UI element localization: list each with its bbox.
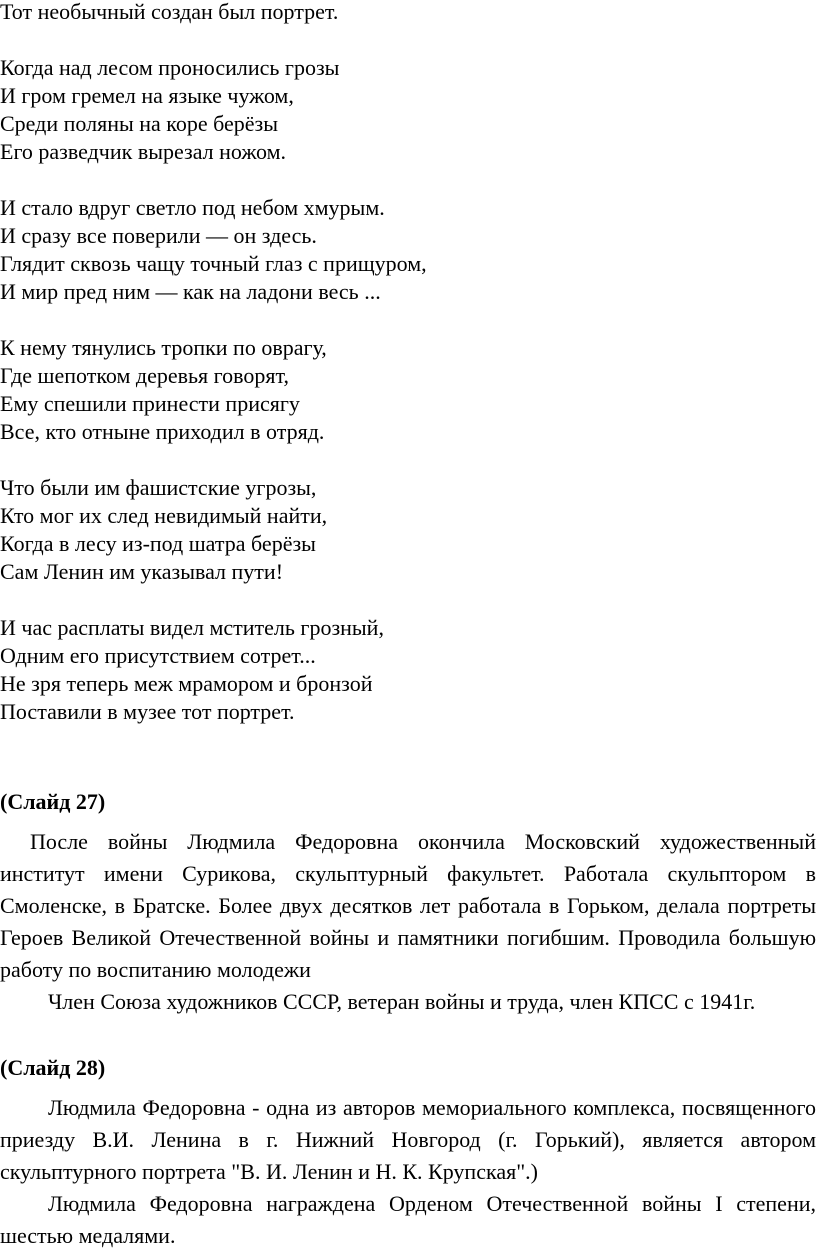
- poem-line: Все, кто отныне приходил в отряд.: [0, 419, 325, 444]
- poem-stanza-4: [0, 474, 816, 586]
- slide-27-heading: (Слайд 27): [0, 789, 106, 814]
- poem-line: Среди поляны на коре берёзы: [0, 111, 279, 136]
- poem-line: Что были им фашистские угрозы,: [0, 475, 317, 500]
- poem-line: Ему спешили принести присягу: [0, 391, 300, 416]
- slide-27-paragraph: После войны Людмила Федоровна окончила Московский художественный институт имени Сурикова, скульптурный факультет. Работала скульптором в Смоленске, в Братске. Более двух десятков лет работала в Горьком, делала портреты Героев Великой Отечественной войны и памятники погибшим. Проводила большую работу по воспитанию молодежи: [0, 829, 816, 982]
- poem-line: Одним его присутствием сотрет...: [0, 643, 316, 668]
- poem-line: Сам Ленин им указывал пути!: [0, 559, 284, 584]
- poem-line: И мир пред ним — как на ладони весь ...: [0, 279, 381, 304]
- slide-28-heading: (Слайд 28): [0, 1055, 106, 1080]
- slide-27-section: [0, 788, 816, 1018]
- poem-line: Когда над лесом проносились грозы: [0, 55, 340, 80]
- poem-stanza-2: [0, 194, 816, 306]
- poem-line: Где шепотком деревья говорят,: [0, 363, 289, 388]
- poem-line: Когда в лесу из-под шатра берёзы: [0, 531, 316, 556]
- poem-stanza-3: [0, 334, 816, 446]
- slide-28-section: [0, 1054, 816, 1252]
- poem-line: Не зря теперь меж мрамором и бронзой: [0, 671, 373, 696]
- slide-27-paragraph: Член Союза художников СССР, ветеран войны и труда, член КПСС с 1941г.: [48, 989, 756, 1014]
- poem-first-line-block: [0, 0, 816, 26]
- poem-stanza-5: [0, 614, 816, 726]
- poem-line: К нему тянулись тропки по оврагу,: [0, 335, 327, 360]
- poem-line: И сразу все поверили — он здесь.: [0, 223, 317, 248]
- poem-line: Глядит сквозь чащу точный глаз с прищуром,: [0, 251, 427, 276]
- poem-line: И стало вдруг светло под небом хмурым.: [0, 195, 385, 220]
- poem-line: Его разведчик вырезал ножом.: [0, 139, 287, 164]
- poem-stanza-1: [0, 54, 816, 166]
- poem-line: Кто мог их след невидимый найти,: [0, 503, 328, 528]
- slide-28-paragraph: Людмила Федоровна - одна из авторов мемориального комплекса, посвященного приезду В.И. Ленина в г. Нижний Новгород (г. Горький), является автором скульптурного портрета "В. И. Ленин и Н. К. Крупская".): [0, 1095, 816, 1184]
- poem-line: И гром гремел на языке чужом,: [0, 83, 294, 108]
- poem-line: Тот необычный создан был портрет.: [0, 0, 339, 24]
- poem-line: Поставили в музее тот портрет.: [0, 699, 295, 724]
- poem-line: И час расплаты видел мститель грозный,: [0, 615, 384, 640]
- slide-28-paragraph: Людмила Федоровна награждена Орденом Отечественной войны I степени, шестью медалями.: [0, 1191, 816, 1248]
